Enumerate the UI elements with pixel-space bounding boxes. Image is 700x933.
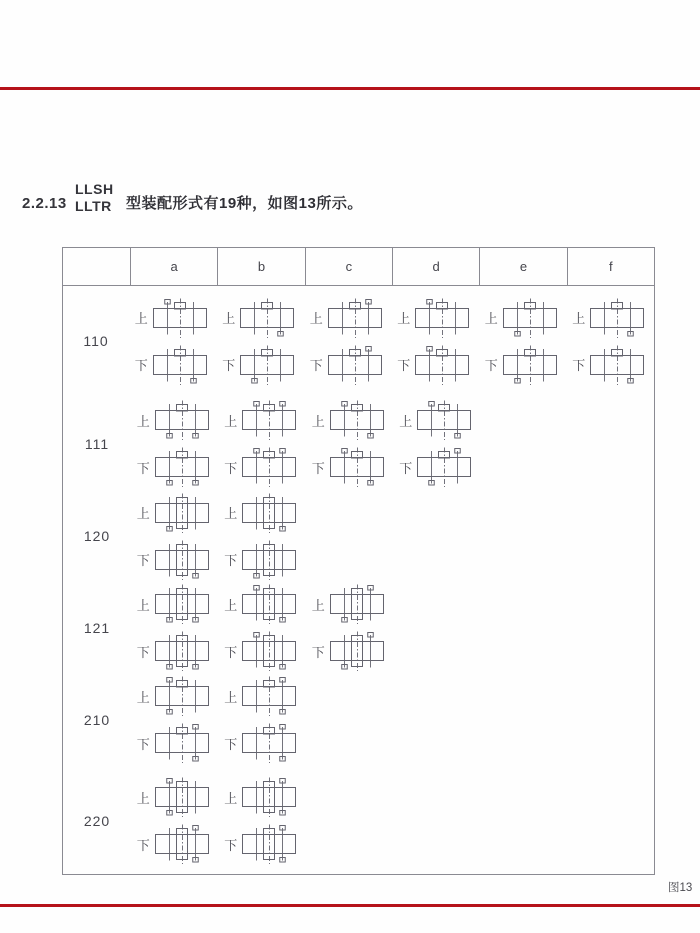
assembly-diagram [586,297,648,339]
assembly-diagram [326,583,388,625]
lower-view-subrow [131,722,654,764]
down-label: 下 [136,837,150,853]
diagram-cell-120-b-up [219,492,307,534]
column-header-b: b [218,248,305,285]
assembly-diagram [411,344,473,386]
up-label: 上 [309,311,323,326]
diagram-cell-110-a-up [129,297,217,339]
bottom-red-rule [0,904,700,907]
assembly-diagram [151,776,213,818]
diagram-cell-111-a-up [131,399,219,441]
down-label: 下 [136,644,150,660]
top-red-rule [0,87,700,90]
table-body [63,286,654,876]
diagram-cell-220-b-down [219,823,307,865]
assembly-diagram [151,722,213,764]
upper-view-subrow [129,297,654,339]
row-diagrams [131,396,654,491]
column-header-d: d [393,248,480,285]
down-label: 下 [399,460,413,476]
diagram-cell-111-b-down [219,446,307,488]
up-label: 上 [136,597,150,613]
row-diagrams [131,674,654,765]
diagram-cell-110-e-up [479,297,567,339]
assembly-diagram [151,675,213,717]
up-label: 上 [224,689,238,705]
table-row-210 [63,674,654,765]
diagram-cell-210-b-up [219,675,307,717]
diagram-cell-110-b-down [217,344,305,386]
down-label: 下 [311,460,325,476]
down-label: 下 [397,358,411,373]
assembly-diagram [151,823,213,865]
assembly-diagram [238,630,300,672]
up-label: 上 [311,413,325,429]
assembly-diagram [499,297,561,339]
assembly-diagram [238,446,300,488]
assembly-diagram [238,722,300,764]
upper-view-subrow [131,492,654,534]
assembly-diagram [238,776,300,818]
up-label: 上 [136,790,150,806]
table-row-120 [63,491,654,581]
diagram-cell-220-a-up [131,776,219,818]
row-label: 121 [83,619,111,636]
diagram-cell-110-e-down [479,344,567,386]
up-label: 上 [224,506,238,521]
upper-view-subrow [131,675,654,717]
assembly-diagram [326,399,388,441]
assembly-diagram [413,399,475,441]
diagram-cell-110-f-down [567,344,655,386]
diagram-cell-110-c-up [304,297,392,339]
down-label: 下 [136,736,150,752]
down-label: 下 [309,358,323,373]
down-label: 下 [224,553,238,568]
up-label: 上 [311,597,325,613]
lower-view-subrow [129,344,654,386]
assembly-diagram [151,583,213,625]
down-label: 下 [224,736,238,752]
column-header-a: a [131,248,218,285]
up-label: 上 [136,413,150,429]
assembly-diagram [149,297,211,339]
assembly-diagram [324,297,386,339]
upper-view-subrow [131,583,654,625]
diagram-cell-110-b-up [217,297,305,339]
up-label: 上 [224,597,238,613]
table-header-row [63,248,654,286]
lower-view-subrow [131,446,654,488]
diagram-cell-110-d-up [392,297,480,339]
assembly-diagram [238,539,300,581]
diagram-cell-220-b-up [219,776,307,818]
diagram-cell-121-b-up [219,583,307,625]
up-label: 上 [136,689,150,705]
assembly-diagram [151,539,213,581]
row-diagrams [131,491,654,581]
down-label: 下 [224,644,238,660]
diagram-cell-111-a-down [131,446,219,488]
up-label: 上 [399,413,413,429]
diagram-cell-111-d-up [394,399,482,441]
row-diagrams [131,765,654,876]
diagram-cell-121-c-up [306,583,394,625]
diagram-cell-110-f-up [567,297,655,339]
diagram-cell-210-b-down [219,722,307,764]
up-label: 上 [224,790,238,806]
row-label: 210 [83,711,111,728]
down-label: 下 [136,460,150,476]
assembly-diagram [151,446,213,488]
assembly-diagram [151,399,213,441]
lower-view-subrow [131,823,654,865]
down-label: 下 [136,553,150,568]
diagram-cell-120-a-down [131,539,219,581]
assembly-diagram [238,583,300,625]
row-label: 120 [83,528,111,544]
model-codes [75,181,114,215]
diagram-cell-111-d-down [394,446,482,488]
lower-view-subrow [131,539,654,581]
diagram-cell-121-a-up [131,583,219,625]
diagram-cell-121-c-down [306,630,394,672]
diagram-cell-220-a-down [131,823,219,865]
assembly-diagram [326,630,388,672]
figure-caption: 图13 [668,882,693,894]
diagram-cell-121-b-down [219,630,307,672]
down-label: 下 [311,644,325,660]
table-corner-cell [63,248,131,285]
down-label: 下 [572,358,586,373]
assembly-diagram [236,297,298,339]
column-header-c: c [306,248,393,285]
diagram-cell-110-a-down [129,344,217,386]
up-label: 上 [397,311,411,326]
assembly-diagram [586,344,648,386]
down-label: 下 [134,358,148,373]
assembly-diagram [238,399,300,441]
diagram-cell-120-b-down [219,539,307,581]
up-label: 上 [224,413,238,429]
row-label: 220 [83,812,111,829]
diagram-cell-110-d-down [392,344,480,386]
upper-view-subrow [131,399,654,441]
assembly-diagram [499,344,561,386]
up-label: 上 [484,311,498,326]
assembly-diagram [238,492,300,534]
table-row-111 [63,396,654,491]
model-code-llsh: LLSH [75,181,114,197]
diagram-cell-121-a-down [131,630,219,672]
row-diagrams [131,581,654,674]
assembly-diagram [236,344,298,386]
assembly-forms-table [62,247,655,875]
diagram-cell-210-a-up [131,675,219,717]
assembly-diagram [149,344,211,386]
assembly-diagram [151,630,213,672]
assembly-diagram [326,446,388,488]
table-row-220 [63,765,654,876]
upper-view-subrow [131,776,654,818]
lower-view-subrow [131,630,654,672]
diagram-cell-110-c-down [304,344,392,386]
down-label: 下 [222,358,236,373]
diagram-cell-210-a-down [131,722,219,764]
assembly-diagram [324,344,386,386]
diagram-cell-111-c-down [306,446,394,488]
up-label: 上 [572,311,586,326]
down-label: 下 [484,358,498,373]
diagram-cell-120-a-up [131,492,219,534]
up-label: 上 [222,311,236,326]
assembly-diagram [238,823,300,865]
diagram-cell-111-c-up [306,399,394,441]
table-row-121 [63,581,654,674]
column-header-f: f [608,259,613,274]
table-row-110 [63,286,654,396]
assembly-diagram [238,675,300,717]
row-diagrams [129,286,654,396]
column-header-e: e [480,248,567,285]
up-label: 上 [136,506,150,521]
row-label: 111 [84,435,110,452]
assembly-diagram [413,446,475,488]
assembly-diagram [411,297,473,339]
down-label: 下 [224,460,238,476]
section-number: 2.2.13 [22,195,67,212]
section-description: 型装配形式有19种，如图13所示。 [126,195,363,212]
diagram-cell-111-b-up [219,399,307,441]
assembly-diagram [151,492,213,534]
model-code-lltr: LLTR [75,198,112,214]
up-label: 上 [134,311,148,326]
down-label: 下 [224,837,238,853]
row-label: 110 [83,333,109,349]
